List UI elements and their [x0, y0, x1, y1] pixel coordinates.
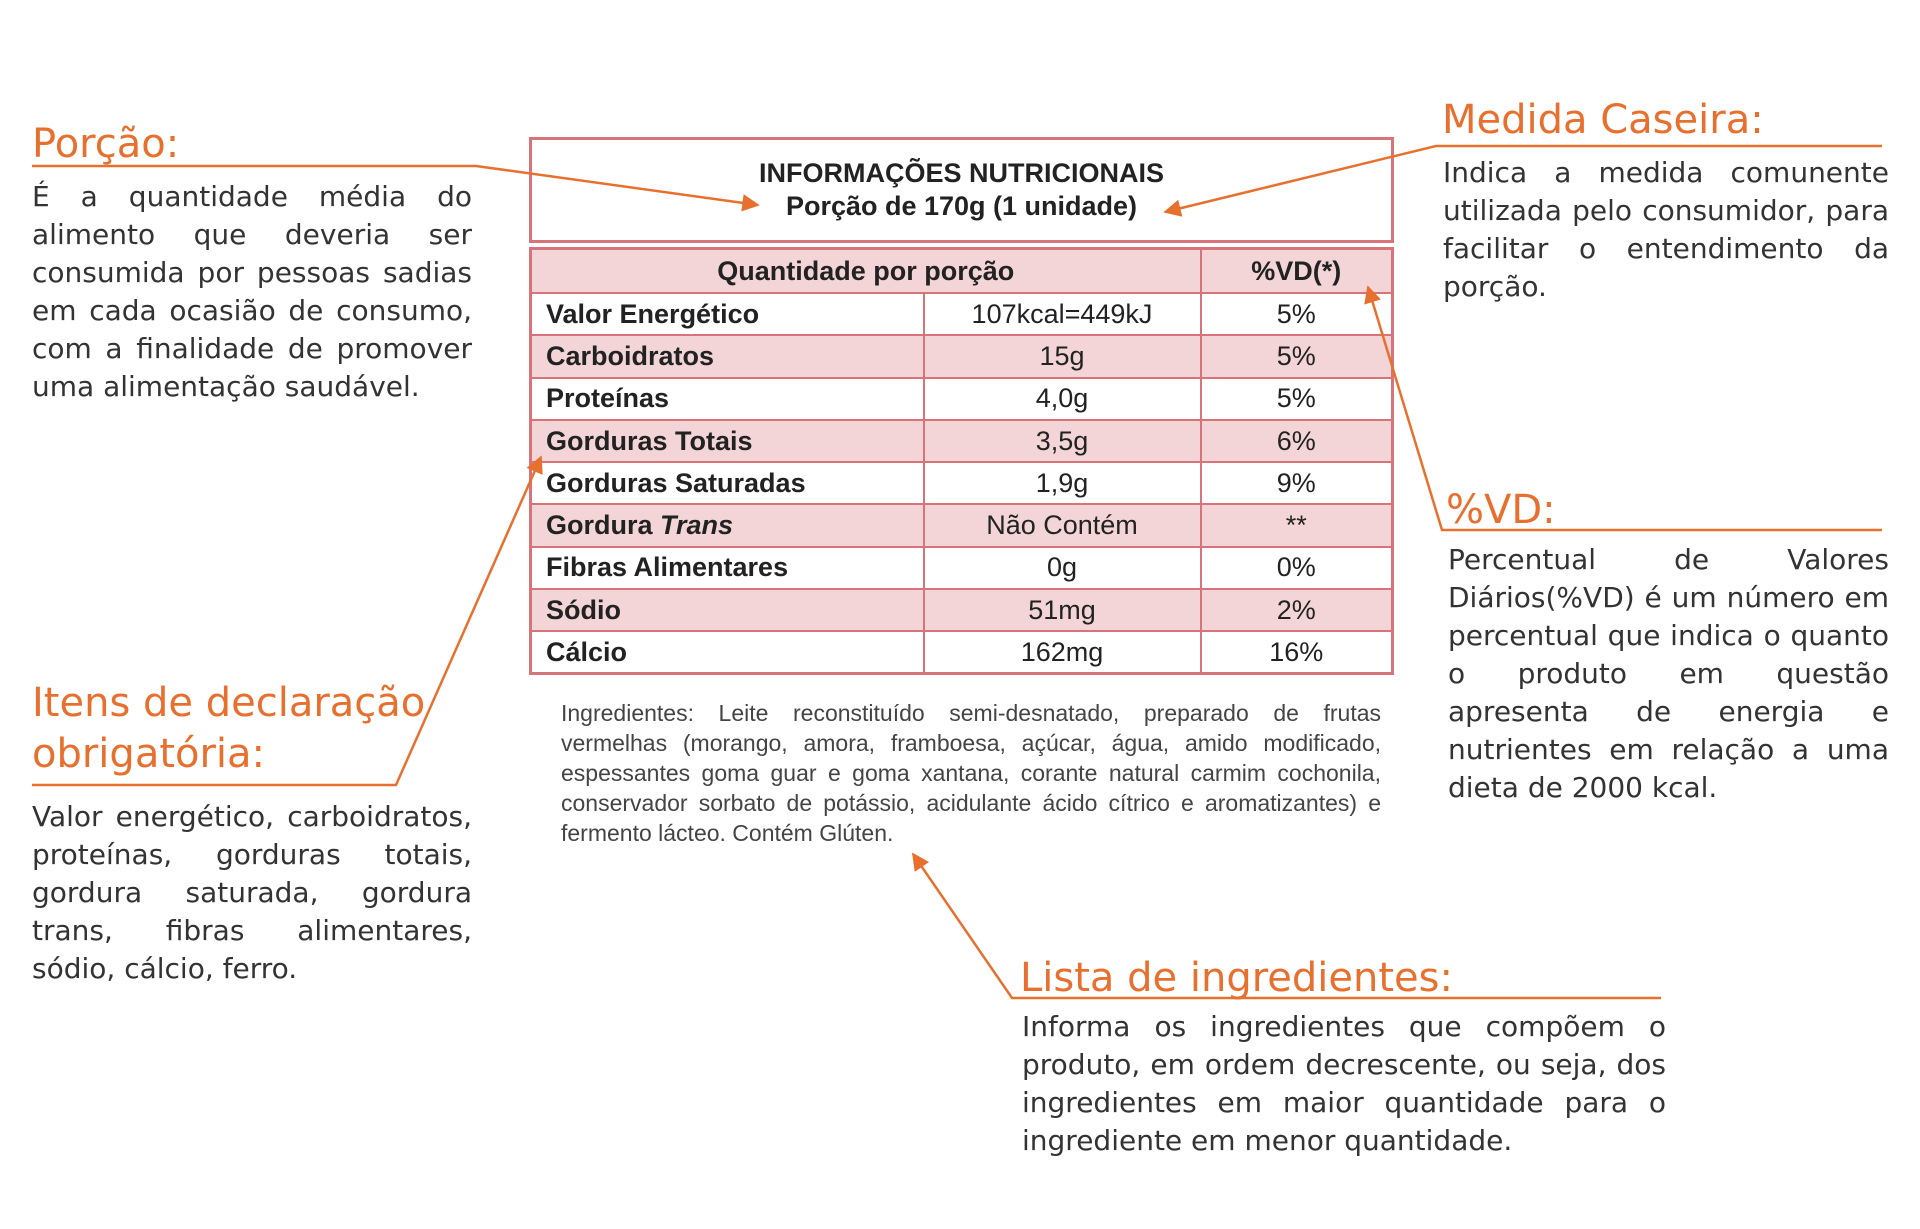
column-quantity-header: Quantidade por porção [531, 249, 1201, 294]
nutrition-table-column-header [531, 249, 1393, 294]
medida-caseira-description: Indica a medida comunente utilizada pelo consumidor, para facilitar o entendimento da porção. [1443, 156, 1889, 303]
table-row [531, 547, 1393, 589]
nutrient-value: 107kcal=449kJ [924, 293, 1201, 335]
nutrient-vd: 5% [1201, 378, 1393, 420]
lista-heading: Lista de ingredientes: [1020, 955, 1453, 1001]
nutrient-vd: 16% [1201, 631, 1393, 673]
nutrient-vd: 2% [1201, 589, 1393, 631]
nutrient-name: Valor Energético [531, 293, 924, 335]
table-row [531, 420, 1393, 462]
nutrient-value: 51mg [924, 589, 1201, 631]
nutrient-value: 15g [924, 335, 1201, 377]
table-row [531, 631, 1393, 673]
itens-heading-line1: Itens de declaração [32, 680, 426, 726]
vd-heading: %VD: [1446, 487, 1556, 533]
column-vd-header: %VD(*) [1201, 249, 1393, 294]
nutrient-vd: 5% [1201, 293, 1393, 335]
nutrient-value: 1,9g [924, 462, 1201, 504]
nutrient-value: 0g [924, 547, 1201, 589]
nutrient-name-italic: Trans [660, 510, 734, 541]
nutrition-table-header [529, 137, 1394, 243]
nutrient-value: Não Contém [924, 504, 1201, 546]
nutrient-vd: 0% [1201, 547, 1393, 589]
nutrient-vd: ** [1201, 504, 1393, 546]
table-row [531, 504, 1393, 546]
nutrient-value: 4,0g [924, 378, 1201, 420]
porcao-heading: Porção: [32, 121, 180, 167]
table-row [531, 589, 1393, 631]
nutrition-table-portion: Porção de 170g (1 unidade) [785, 191, 1138, 221]
nutrient-name: Gorduras Saturadas [531, 462, 924, 504]
nutrient-name [531, 504, 924, 546]
nutrient-name-prefix: Gordura [546, 510, 661, 541]
nutrient-vd: 6% [1201, 420, 1393, 462]
nutrition-table [529, 247, 1394, 675]
nutrient-value: 162mg [924, 631, 1201, 673]
table-row [531, 293, 1393, 335]
nutrition-table-title: INFORMAÇÕES NUTRICIONAIS [759, 158, 1164, 188]
itens-heading-line2: obrigatória: [32, 731, 266, 777]
nutrient-name: Carboidratos [531, 335, 924, 377]
table-row [531, 335, 1393, 377]
lista-description: Informa os ingredientes que compõem o produto, em ordem decrescente, ou seja, dos ingredientes em maior quantidade para o ingrediente em menor quantidade. [1022, 1010, 1666, 1157]
table-row [531, 462, 1393, 504]
nutrient-value: 3,5g [924, 420, 1201, 462]
medida-caseira-heading: Medida Caseira: [1442, 97, 1764, 143]
table-row [531, 378, 1393, 420]
ingredients-text: Ingredientes: Leite reconstituído semi-desnatado, preparado de frutas vermelhas (morango, amora, framboesa, açúcar, água, amido modificado, espessantes goma guar e goma xantana, corante natural carmim cochonila, conservador sorbato de potássio, acidulante ácido cítrico e aromatizantes) e fermento lácteo. Contém Glúten. [561, 700, 1381, 846]
nutrient-name: Gorduras Totais [531, 420, 924, 462]
nutrient-vd: 9% [1201, 462, 1393, 504]
nutrient-name: Proteínas [531, 378, 924, 420]
nutrient-name: Fibras Alimentares [531, 547, 924, 589]
itens-description: Valor energético, carboidratos, proteínas, gorduras totais, gordura saturada, gordura trans, fibras alimentares, sódio, cálcio, ferro. [32, 800, 472, 985]
porcao-description: É a quantidade média do alimento que deveria ser consumida por pessoas sadias em cada ocasião de consumo, com a finalidade de promover uma alimentação saudável. [32, 180, 472, 403]
nutrient-name: Cálcio [531, 631, 924, 673]
vd-description: Percentual de Valores Diários(%VD) é um número em percentual que indica o quanto o produto em questão apresenta de energia e nutrientes em relação a uma dieta de 2000 kcal. [1448, 543, 1889, 804]
nutrient-vd: 5% [1201, 335, 1393, 377]
nutrient-name: Sódio [531, 589, 924, 631]
